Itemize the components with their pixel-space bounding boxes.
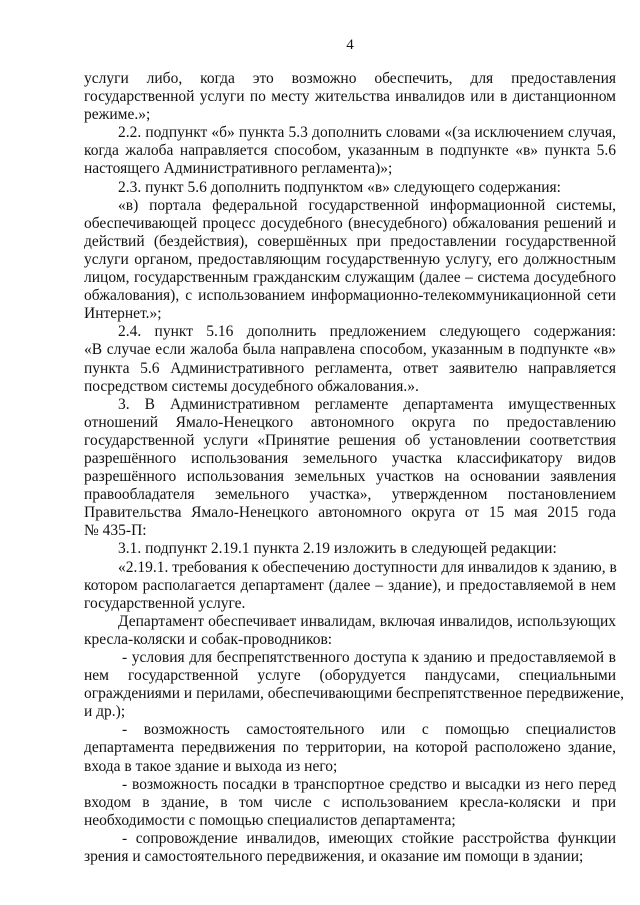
text-line: ограждениями и перилами, обеспечивающими беспрепятственное передвижение, [84,685,625,703]
text-line: 3.1. подпункт 2.19.1 пункта 2.19 изложить в следующей редакции: [118,540,557,558]
text-line: «в) портала федеральной государственной информационной системы, [118,196,616,214]
text-line: необходимости с помощью специалистов департамента; [84,811,456,829]
text-line: действий (бездействия), совершённых при предоставлении государственной [84,232,616,250]
text-line: 2.3. пункт 5.6 дополнить подпунктом «в» следующего содержания: [118,178,561,196]
text-line: - сопровождение инвалидов, имеющих стойкие расстройства функции [122,829,616,847]
text-line: - условия для беспрепятственного доступа к зданию и предоставляемой в [122,649,616,666]
text-line: государственной услуге. [84,594,246,612]
text-line: услуги органом, предоставляющим государственную услугу, его должностным [84,250,616,268]
text-line: 3. В Административном регламенте департамента имущественных [118,395,616,413]
text-line: Интернет.»; [84,305,162,323]
text-line: обеспечивающей процесс досудебного (внесудебного) обжалования решений и [84,214,616,232]
text-line: входа в такое здание и выхода из него; [84,757,338,775]
text-line: нем государственной услуге (оборудуется пандусами, специальными [84,667,616,685]
text-line: «2.19.1. требования к обеспечению доступности для инвалидов к зданию, в [118,558,617,576]
text-line: входом в здание, в том числе с использованием кресла-коляски и при [84,793,616,811]
text-line: кресла-коляски и собак-проводников: [84,630,333,648]
text-line: отношений Ямало-Ненецкого автономного округа по предоставлению [84,413,616,431]
text-line: пункта 5.6 Административного регламента, ответ заявителю направляется [84,359,616,377]
page-number: 4 [346,37,354,53]
text-line: зрения и самостоятельного передвижения, и оказание им помощи в здании; [84,848,584,866]
text-line: режиме.»; [84,106,151,124]
text-line: № 435-П: [84,522,147,540]
text-line: правообладателя земельного участка», утвержденном постановлением [84,486,616,504]
text-line: настоящего Административного регламента)»; [84,160,393,178]
document-body [84,70,625,866]
text-line: - возможность самостоятельного или с помощью специалистов [122,721,616,739]
text-line: государственной услуги «Принятие решения об установлении соответствия [84,431,616,449]
text-line: когда жалоба направляется способом, указанным в подпункте «в» пункта 5.6 [84,142,616,160]
text-line: Правительства Ямало-Ненецкого автономного округа от 15 мая 2015 года [84,504,616,522]
text-line: «В случае если жалоба была направлена способом, указанным в подпункте «в» [84,341,616,359]
text-line: разрешённого использования земельных участков на основании заявления [84,468,616,486]
text-line: 2.2. подпункт «б» пункта 5.3 дополнить словами «(за исключением случая, [118,124,616,142]
text-line: лицом, государственным гражданским служащим (далее – система досудебного [84,269,616,287]
text-line: посредством системы досудебного обжалования.». [84,377,419,395]
text-line: обжалования), с использованием информационно-телекоммуникационной сети [84,287,616,305]
text-line: государственной услуги по месту жительства инвалидов или в дистанционном [84,88,616,106]
text-line: Департамент обеспечивает инвалидам, включая инвалидов, использующих [118,612,616,630]
text-line: департамента передвижения по территории, на которой расположено здание, [84,739,616,757]
text-line: котором располагается департамент (далее – здание), и предоставляемой в нем [84,576,616,594]
text-line: 2.4. пункт 5.16 дополнить предложением следующего содержания: [118,323,616,341]
text-line: и др.); [84,703,126,721]
text-line: услуги либо, когда это возможно обеспечить, для предоставления [84,70,616,87]
text-line: - возможность посадки в транспортное средство и высадки из него перед [122,775,616,793]
text-line: разрешённого использования земельного участка классификатору видов [84,449,616,467]
